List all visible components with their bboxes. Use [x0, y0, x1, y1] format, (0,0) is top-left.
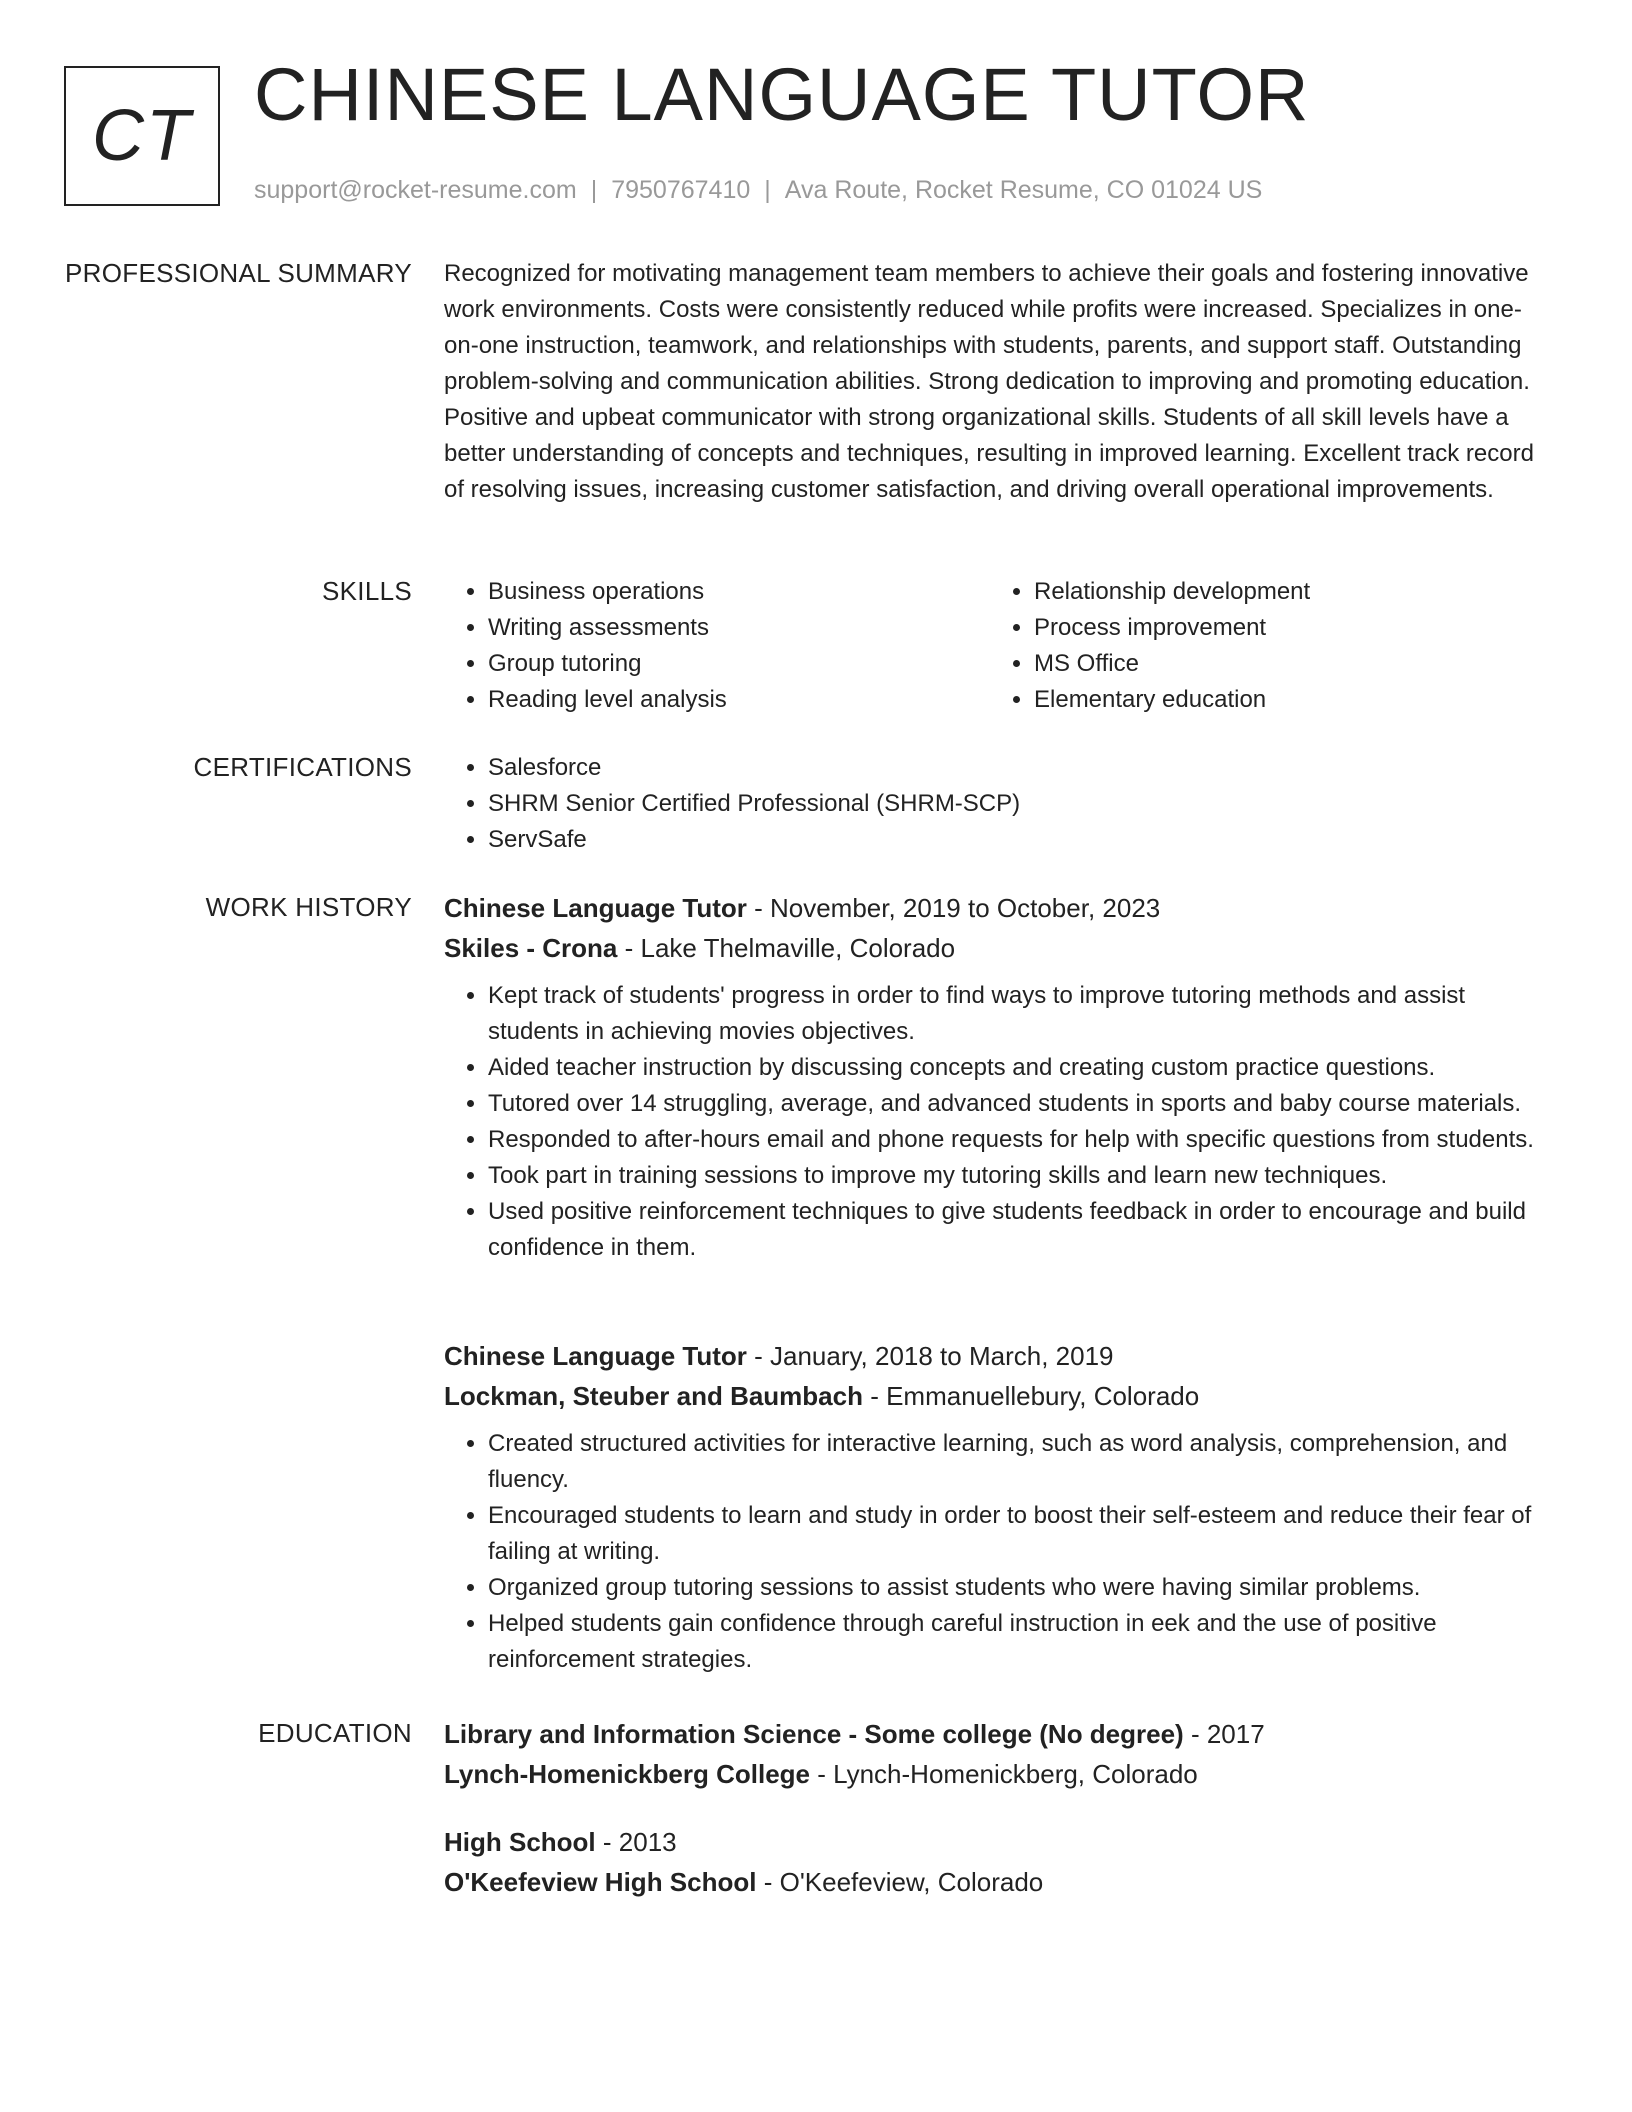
- contact-line: [254, 176, 1262, 205]
- job-location: - Emmanuellebury, Colorado: [862, 1381, 1200, 1411]
- certifications-list: [444, 750, 1554, 858]
- skill-item: • Process improvement: [1034, 610, 1536, 646]
- job-entry: [444, 888, 1554, 1266]
- job-role: Chinese Language Tutor: [444, 1341, 747, 1371]
- education-degree: High School: [444, 1827, 596, 1857]
- job-company: Lockman, Steuber and Baumbach: [444, 1381, 863, 1411]
- job-bullet: • Created structured activities for interactive learning, such as word analysis, comprehension, and fluency.: [488, 1426, 1554, 1498]
- skill-item: • Elementary education: [1034, 682, 1536, 718]
- job-bullet: • Aided teacher instruction by discussing concepts and creating custom practice questions.: [488, 1050, 1554, 1086]
- work-heading: WORK HISTORY: [205, 892, 412, 922]
- education-degree: Library and Information Science - Some college (No degree): [444, 1719, 1184, 1749]
- job-bullet: • Helped students gain confidence through careful instruction in eek and the use of positive reinforcement strategies.: [488, 1606, 1554, 1678]
- job-company-line: [444, 928, 1554, 968]
- certification-item: • SHRM Senior Certified Professional (SHRM-SCP): [488, 786, 1554, 822]
- job-entry: [444, 1336, 1554, 1678]
- job-dates: - January, 2018 to March, 2019: [746, 1341, 1114, 1371]
- job-bullet: • Encouraged students to learn and study in order to boost their self-esteem and reduce their fear of failing at writing.: [488, 1498, 1554, 1570]
- contact-separator: |: [590, 176, 598, 204]
- education-location: - O'Keefeview, Colorado: [756, 1867, 1044, 1897]
- skill-item: • Business operations: [488, 574, 990, 610]
- job-company-line: [444, 1376, 1554, 1416]
- skill-item: • Reading level analysis: [488, 682, 990, 718]
- job-bullet: • Responded to after-hours email and phone requests for help with specific questions from students.: [488, 1122, 1554, 1158]
- monogram-initials: CT: [92, 96, 192, 176]
- summary-heading: PROFESSIONAL SUMMARY: [65, 258, 412, 288]
- job-title-line: [444, 1336, 1554, 1376]
- education-school: Lynch-Homenickberg College: [444, 1759, 810, 1789]
- job-location: - Lake Thelmaville, Colorado: [617, 933, 956, 963]
- certification-item: • Salesforce: [488, 750, 1554, 786]
- job-dates: - November, 2019 to October, 2023: [746, 893, 1161, 923]
- education-school-line: [444, 1754, 1554, 1794]
- job-bullet: • Took part in training sessions to improve my tutoring skills and learn new techniques.: [488, 1158, 1554, 1194]
- monogram-box: [64, 66, 220, 206]
- skill-item: • MS Office: [1034, 646, 1536, 682]
- job-bullet: • Kept track of students' progress in order to find ways to improve tutoring methods and assist students in achieving movies objectives.: [488, 978, 1554, 1050]
- education-degree-line: [444, 1822, 1554, 1862]
- skills-column-2: [990, 574, 1536, 718]
- job-bullets: [444, 978, 1554, 1266]
- resume-name: CHINESE LANGUAGE TUTOR: [254, 53, 1310, 136]
- summary-text: Recognized for motivating management team members to achieve their goals and fostering innovative work environments. Costs were consistently reduced while profits were increased. Specializes in one-on-one instruction, teamwork, and relationships with students, parents, and support staff. Outstanding problem-solving and communication abilities. Strong dedication to improving and promoting education. Positive and upbeat communicator with strong organizational skills. Students of all skill levels have a better understanding of concepts and techniques, resulting in improved learning. Excellent track record of resolving issues, increasing customer satisfaction, and driving overall operational improvements.: [444, 260, 1534, 503]
- education-year: - 2013: [595, 1827, 677, 1857]
- education-location: - Lynch-Homenickberg, Colorado: [810, 1759, 1198, 1789]
- certification-item: • ServSafe: [488, 822, 1554, 858]
- job-company: Skiles - Crona: [444, 933, 618, 963]
- contact-address: Ava Route, Rocket Resume, CO 01024 US: [784, 176, 1263, 204]
- skill-item: • Relationship development: [1034, 574, 1536, 610]
- education-school: O'Keefeview High School: [444, 1867, 757, 1897]
- skills-heading: SKILLS: [322, 576, 412, 606]
- education-school-line: [444, 1862, 1554, 1902]
- contact-separator: |: [764, 176, 771, 204]
- education-entry: [444, 1822, 1554, 1902]
- job-bullet: • Organized group tutoring sessions to assist students who were having similar problems.: [488, 1570, 1554, 1606]
- job-title-line: [444, 888, 1554, 928]
- job-bullet: • Used positive reinforcement techniques to give students feedback in order to encourage and build confidence in them.: [488, 1194, 1554, 1266]
- education-heading: EDUCATION: [258, 1718, 412, 1748]
- education-degree-line: [444, 1714, 1554, 1754]
- skill-item: • Group tutoring: [488, 646, 990, 682]
- job-bullets: [444, 1426, 1554, 1678]
- certifications-heading: CERTIFICATIONS: [193, 752, 412, 782]
- skill-item: • Writing assessments: [488, 610, 990, 646]
- skills-list: [444, 574, 1554, 718]
- job-bullet: • Tutored over 14 struggling, average, and advanced students in sports and baby course materials.: [488, 1086, 1554, 1122]
- education-entry: [444, 1714, 1554, 1794]
- skills-column-1: [444, 574, 990, 718]
- job-role: Chinese Language Tutor: [444, 893, 747, 923]
- contact-email: support@rocket-resume.com: [254, 176, 577, 204]
- contact-phone: 7950767410: [611, 176, 751, 204]
- education-year: - 2017: [1183, 1719, 1265, 1749]
